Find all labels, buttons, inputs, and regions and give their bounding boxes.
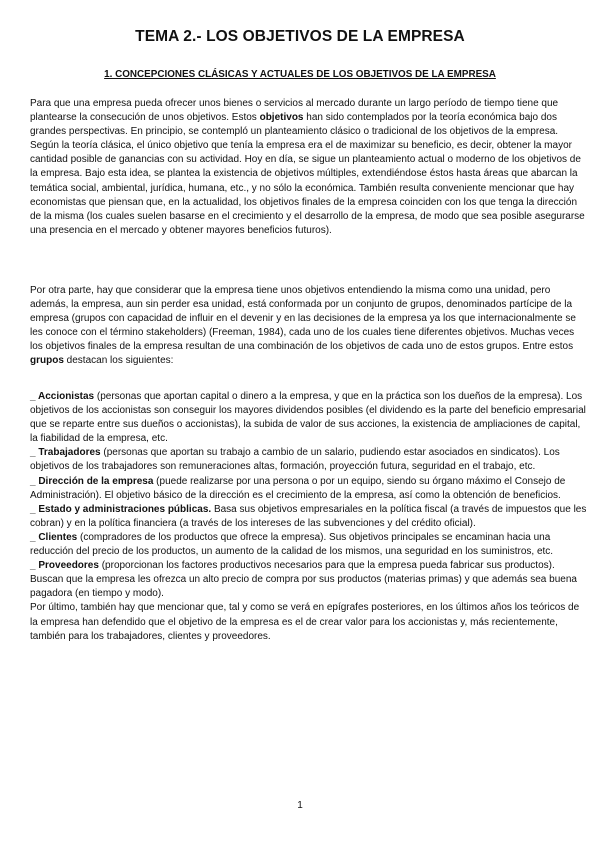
stakeholder-list [30, 390, 588, 644]
list-item-trabajadores [30, 446, 588, 474]
list-item-accionistas [30, 390, 588, 446]
list-item-text: (puede realizarse por una persona o por un equipo, siendo su órgano máximo el Consejo de Administración). El objetivo básico de la dirección es el crecimiento de la empresa, así como la obtención de beneficios. [30, 475, 566, 501]
list-item-text: (personas que aportan su trabajo a cambio de un salario, pudiendo estar asociados en sindicatos). Los objetivos de los trabajadores son remuneraciones altas, formación, proyección futura, seguridad en el trabajo, etc. [30, 447, 560, 473]
paragraph-1-text-a: Para que una empresa pueda ofrecer unos bienes o servicios al mercado durante un largo período de tiempo tiene que plantearse la consecución de unos objetivos. Estos [30, 98, 559, 124]
paragraph-1-text-b: han sido contemplados por la teoría económica bajo dos grandes perspectivas. En principio, se contempló un planteamiento clásico o tradicional de los objetivos de la empresa. Según la teoría clásica, el único objetivo que tenía la empresa era el de maximizar su beneficio, es decir, obtener la mayor cantidad posible de ganancias con su actividad. Hoy en día, se sigue un planteamiento actual o moderno de los objetivos de la empresa. Bajo esta idea, se plantea la existencia de objetivos múltiples, extendiéndose éstos hasta áreas que abarcan la temática social, ambiental, jurídica, humana, etc., y no sólo la económica. También resulta conveniente mencionar que hay economistas que piensan que, en la actualidad, los objetivos finales de la empresa coinciden con los que tenga la dirección de la misma (los cuales suelen basarse en el crecimiento y el desarrollo de la empresa, de modo que sea posible asegurarse una presencia en el mercado y obtener mayores beneficios futuros). [30, 112, 585, 236]
page-number: 1 [297, 800, 303, 811]
list-item-label: _ Trabajadores [30, 447, 101, 459]
list-item-label: _ Clientes [30, 531, 78, 543]
document-title: TEMA 2.- LOS OBJETIVOS DE LA EMPRESA [135, 28, 465, 45]
list-item-text: (compradores de los productos que ofrece la empresa). Sus objetivos principales se encaminan hacia una reducción del precio de los productos, un aumento de la calidad de los mismos, una seguridad en los suministros, etc. [30, 531, 554, 558]
list-item-label: _ Proveedores [30, 560, 99, 572]
closing-paragraph: Por último, también hay que mencionar que, tal y como se verá en epígrafes posteriores, en los últimos años los teóricos de la empresa han defendido que el objetivo de la empresa es el de crear valor para los accionistas y, más recientemente, también para los trabajadores, clientes y proveedores. [30, 602, 580, 642]
list-item-label: _ Estado y administraciones públicas. [30, 503, 212, 515]
section-heading: 1. CONCEPCIONES CLÁSICAS Y ACTUALES DE LOS OBJETIVOS DE LA EMPRESA [104, 69, 496, 80]
list-item-label: _ Accionistas [30, 391, 95, 402]
paragraph-2-text-a: Por otra parte, hay que considerar que la empresa tiene unos objetivos entendiendo la misma como una unidad, pero además, la empresa, aun sin perder esa unidad, está conformada por un conjunto de grupos, denominados partícipe de la empresa (grupos con capacidad de influir en el devenir y en las decisiones de la empresa ya los que internacionalmente se les conoce con el término stakeholders) (Freeman, 1984), cada uno de los cuales tiene diferentes objetivos. Muchas veces los objetivos finales de la empresa resultan de una combinación de los objetivos de cada uno de estos grupos. Entre estos [30, 285, 576, 353]
list-item-text: (proporcionan los factores productivos necesarios para que la empresa pueda fabricar sus productos). Buscan que la empresa les ofrezca un alto precio de compra por sus productos (materias primas) y que además sea buena pagadora (en tiempo y modo). [30, 560, 577, 600]
paragraph-2-text-b: destacan los siguientes: [63, 355, 174, 367]
list-item-proveedores [30, 559, 588, 601]
list-item-direccion [30, 475, 588, 503]
list-item-estado [30, 503, 588, 531]
paragraph-1 [30, 97, 588, 238]
paragraph-2-bold: grupos [30, 355, 64, 367]
list-item-clientes [30, 531, 588, 559]
list-item-label: _ Dirección de la empresa [30, 475, 154, 487]
paragraph-1-bold: objetivos [259, 112, 304, 124]
list-item-text: Basa sus objetivos empresariales en la política fiscal (a través de impuestos que les cobran) y en la política financiera (a través de los intereses de las subvenciones y del crédito oficial). [30, 503, 587, 529]
list-item-text: (personas que aportan capital o dinero a la empresa, y que en la práctica son los dueños de la empresa). Los objetivos de los accionistas son conseguir los mayores dividendos posibles (el dividendo es la parte del beneficio empresarial que se reparte entre sus dueños o accionistas), la subida de valor de sus acciones, la existencia de ampliaciones de capital, la fiabilidad de la empresa, etc. [30, 391, 586, 445]
paragraph-2 [30, 284, 588, 369]
